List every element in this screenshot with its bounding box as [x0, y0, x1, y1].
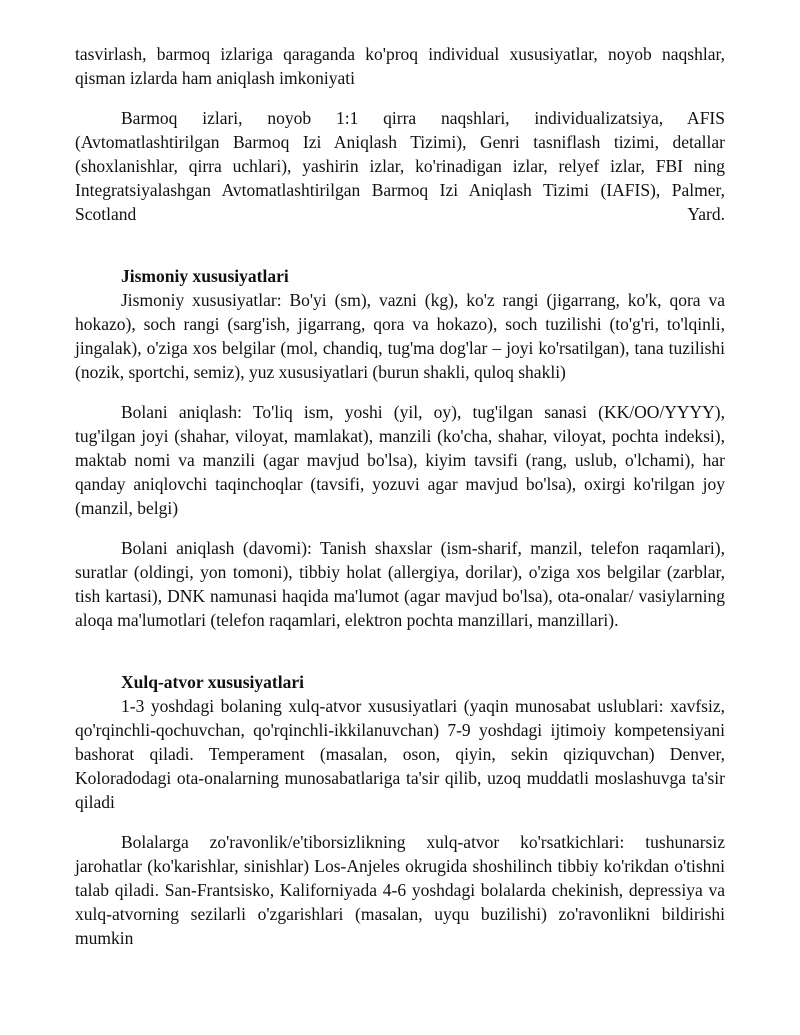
- document-page: [75, 42, 725, 966]
- paragraph: 1-3 yoshdagi bolaning xulq-atvor xususiyatlari (yaqin munosabat uslublari: xavfsiz, qo'rqinchli-qochuvchan, qo'rqinchli-ikkilanuvchan) 7-9 yoshdagi ijtimoiy kompetensiyani bashorat qiladi. Temperament (masalan, oson, qiyin, sekin qiziquvchan) Denver, Koloradodagi ota-onalarning munosabatlariga ta'sir qilib, uzoq muddatli moslashuvga ta'sir qiladi: [75, 696, 725, 812]
- paragraph: Jismoniy xususiyatlar: Bo'yi (sm), vazni (kg), ko'z rangi (jigarrang, ko'k, qora va hokazo), soch rangi (sarg'ish, jigarrang, qora va hokazo), soch tuzilishi (to'g'ri, to'lqinli, jingalak), o'ziga xos belgilar (mol, chandiq, tug'ma dog'lar – joyi ko'rsatilgan), tana tuzilishi (nozik, sportchi, semiz), yuz xususiyatlari (burun shakli, quloq shakli): [75, 290, 725, 382]
- paragraph: Bolalarga zo'ravonlik/e'tiborsizlikning xulq-atvor ko'rsatkichlari: tushunarsiz jarohatlar (ko'karishlar, sinishlar) Los-Anjeles okrugida shoshilinch tibbiy ko'rikdan o'tishni talab qiladi. San-Frantsisko, Kaliforniyada 4-6 yoshdagi bolalarda chekinish, depressiya va xulq-atvorning sezilarli o'zgarishlari (masalan, uyqu buzilishi) zo'ravonlikni bildirishi mumkin: [75, 832, 725, 948]
- section-heading: Xulq-atvor xususiyatlari: [121, 672, 304, 692]
- intro-paragraph: tasvirlash, barmoq izlariga qaraganda ko'proq individual xususiyatlar, noyob naqshlar, qisman izlarda ham aniqlash imkoniyati: [75, 44, 725, 88]
- section-physical-characteristics: [75, 264, 725, 632]
- section-heading: Jismoniy xususiyatlari: [121, 266, 289, 286]
- section-behavioral-characteristics: [75, 670, 725, 950]
- section-spacer: [75, 648, 725, 670]
- paragraph: Bolani aniqlash: To'liq ism, yoshi (yil, oy), tug'ilgan sanasi (KK/OO/YYYY), tug'ilgan joyi (shahar, viloyat, mamlakat), manzili (ko'cha, shahar, viloyat, pochta indeksi), maktab nomi va manzili (agar mavjud bo'lsa), kiyim tavsifi (rang, uslub, o'lchami), har qanday aniqlovchi taqinchoqlar (tavsifi, yozuvi agar mavjud bo'lsa), oxirgi ko'rilgan joy (manzil, belgi): [75, 402, 725, 518]
- section-spacer: [75, 242, 725, 264]
- keywords-paragraph: Barmoq izlari, noyob 1:1 qirra naqshlari, individualizatsiya, AFIS (Avtomatlashtirilgan Barmoq Izi Aniqlash Tizimi), Genri tasniflash tizimi, detallar (shoxlanishlar, qirra uchlari), yashirin izlar, ko'rinadigan izlar, relyef izlar, FBI ning Integratsiyalashgan Avtomatlashtirilgan Barmoq Izi Aniqlash Tizimi (IAFIS), Palmer, Scotland Yard.: [75, 108, 725, 224]
- paragraph: Bolani aniqlash (davomi): Tanish shaxslar (ism-sharif, manzil, telefon raqamlari), suratlar (oldingi, yon tomoni), tibbiy holat (allergiya, dorilar), o'ziga xos belgilar (zarblar, tish kartasi), DNK namunasi haqida ma'lumot (agar mavjud bo'lsa), ota-onalar/ vasiylarning aloqa ma'lumotlari (telefon raqamlari, elektron pochta manzillari, manzillari).: [75, 538, 725, 630]
